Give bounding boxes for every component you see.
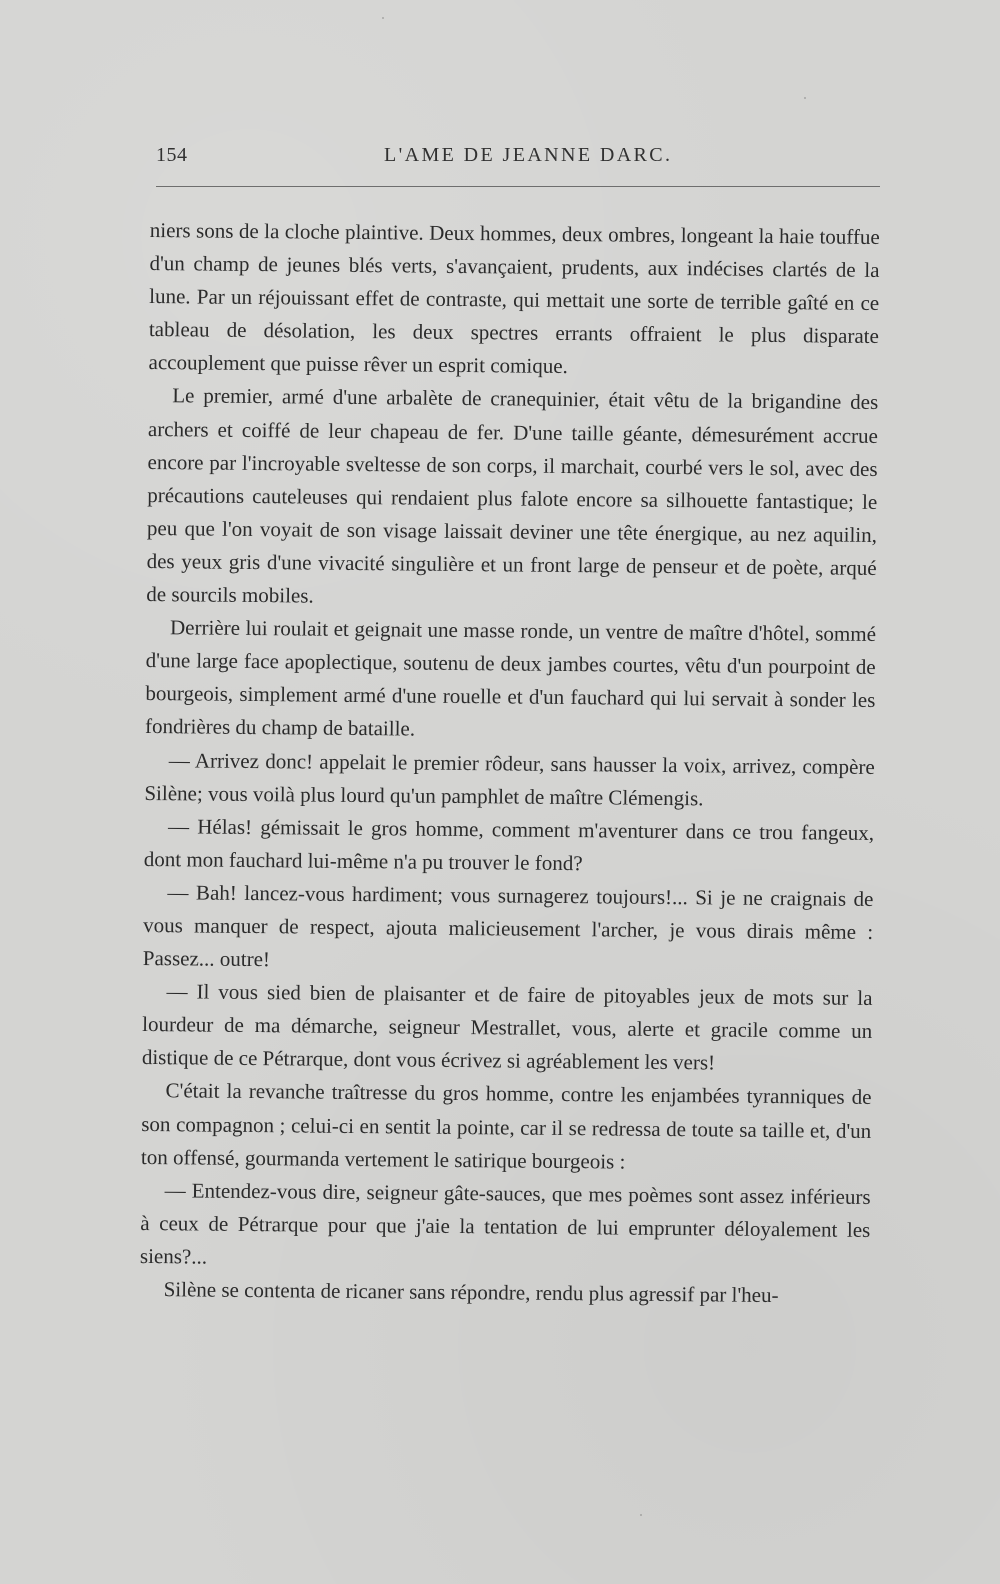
paragraph-1: niers sons de la cloche plaintive. Deux hommes, deux ombres, longeant la haie touffue d'un champ de jeunes blés verts, s'avançaient, prudents, aux indécises clartés de la lune. Par un réjouissant effet de contraste, qui mettait une sorte de terrible gaîté en ce tableau de désolation, les deux spectres errants offraient le plus disparate accouplement que puisse rêver un esprit comique. (148, 217, 880, 379)
running-title: L'AME DE JEANNE DARC. (384, 144, 673, 166)
paper-speck (382, 17, 384, 19)
paragraph-3: Derrière lui roulait et geignait une masse ronde, un ventre de maître d'hôtel, sommé d'une large face apoplectique, soutenu de deux jambes courtes, vêtu d'un pourpoint de bourgeois, simplement armé d'une rouelle et d'un fauchard qui lui servait à sonder les fondrières du champ de bataille. (144, 615, 877, 741)
paragraph-4: C'était la revanche traîtresse du gros homme, contre les enjambées tyranniques de son compagnon ; celui-ci en sentit la pointe, car il se redressa de toute sa taille et, d'un ton offensé, gourmanda vertement le satirique bourgeois : (140, 1078, 872, 1174)
dialogue-line-5: — Entendez-vous dire, seigneur gâte-sauces, que mes poèmes sont assez inférieurs à ceux de Pétrarque pour que j'aie la tentation de lui emprunter déloyalement les siens?... (139, 1177, 871, 1269)
page-number: 154 (156, 144, 188, 166)
paragraph-5: Silène se contenta de ricaner sans répondre, rendu plus agressif par l'heu- (163, 1277, 779, 1308)
paper-speck (640, 1514, 642, 1516)
dialogue-line-3: — Bah! lancez-vous hardiment; vous surnagerez toujours!... Si je ne craignais de vous manquer de respect, ajouta malicieusement l'archer, je vous dirais même : Passez... outre! (142, 880, 874, 972)
paper-speck (804, 97, 806, 99)
dialogue-line-2: — Hélas! gémissait le gros homme, comment m'aventurer dans ce trou fangeux, dont mon fauchard lui-même n'a pu trouver le fond? (143, 813, 875, 875)
paragraph-2: Le premier, armé d'une arbalète de cranequinier, était vêtu de la brigandine des archers et coiffé de leur chapeau de fer. D'une taille géante, démesurément accrue encore par l'incroyable sveltesse de son corps, il marchait, courbé vers le sol, avec des précautions cauteleuses qui rendaient plus falote encore sa silhouette fantastique; le peu que l'on voyait de son visage laissait deviner une tête énergique, au nez aquilin, des yeux gris d'une vivacité singulière et un front large de penseur et de poète, arqué de sourcils mobiles. (146, 383, 879, 608)
body-text (140, 214, 880, 1313)
page-header (156, 144, 880, 172)
dialogue-line-4: — Il vous sied bien de plaisanter et de faire de pitoyables jeux de mots sur la lourdeur de ma démarche, seigneur Mestrallet, vous, alerte et gracile comme un distique de ce Pétrarque, dont vous écrivez si agréablement les vers! (141, 979, 873, 1075)
paper-speck (484, 1292, 486, 1294)
header-rule (156, 186, 880, 187)
dialogue-line-1: — Arrivez donc! appelait le premier rôdeur, sans hausser la voix, arrivez, compère Silène; vous voilà plus lourd qu'un pamphlet de maître Clémengis. (144, 747, 875, 810)
